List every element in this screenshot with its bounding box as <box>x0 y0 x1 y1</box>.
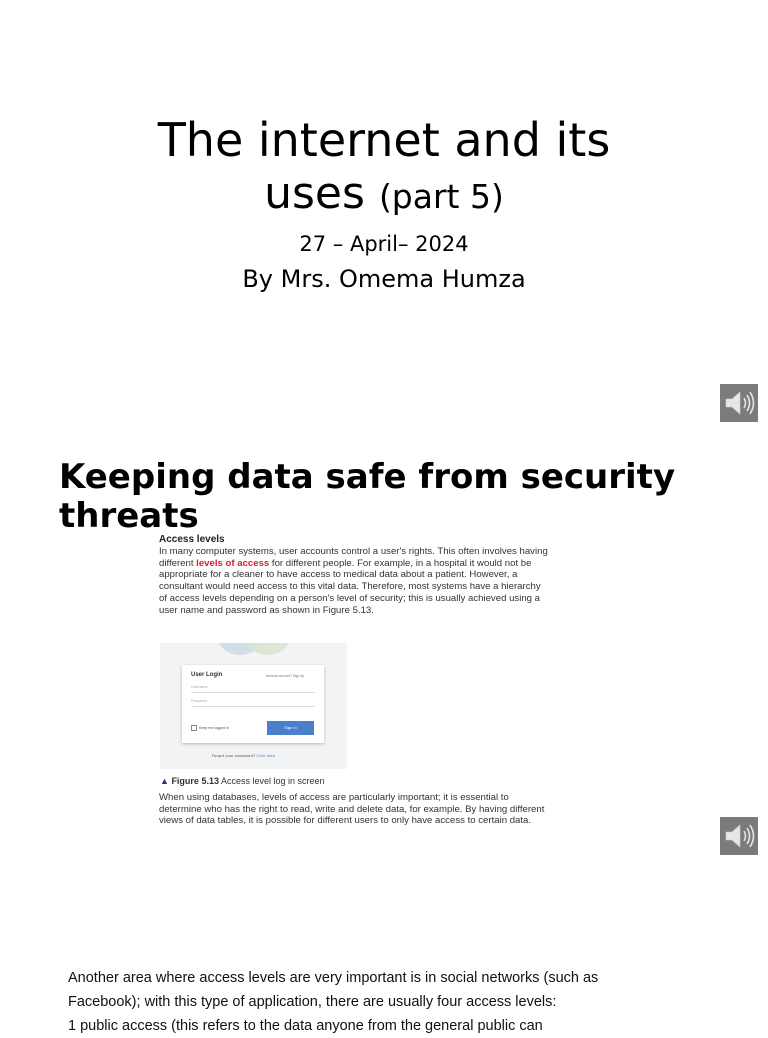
login-card <box>182 665 324 743</box>
paragraph-text: In many computer systems, user accounts control a user's rights. This often involves having different <box>159 546 548 569</box>
username-field: Username <box>191 683 315 693</box>
book-paragraph <box>159 546 551 616</box>
caption-label: Figure 5.13 <box>171 776 219 786</box>
decorative-circle <box>246 643 290 655</box>
slide-heading: Keeping data safe from security threats <box>59 457 676 536</box>
checkbox-icon <box>191 725 197 731</box>
login-title: User Login <box>191 672 223 678</box>
highlighted-term: levels of access <box>196 557 270 569</box>
signup-link: Need an account? Sign Up <box>266 674 305 678</box>
sign-in-button: Sign In <box>267 721 314 735</box>
slide-title <box>0 0 768 440</box>
slide-title-heading-line2 <box>0 166 768 225</box>
text-line: 1 public access (this refers to the data anyone from the general public can <box>68 1018 543 1034</box>
forgot-password <box>212 753 275 758</box>
text-line: Facebook); with this type of application, there are usually four access levels: <box>68 994 557 1010</box>
section-heading: Access levels <box>159 534 225 545</box>
slide-text <box>68 966 708 1038</box>
speaker-icon[interactable] <box>720 817 758 855</box>
presentation-date: 27 – April– 2024 <box>299 232 469 256</box>
figure-caption <box>160 775 325 787</box>
title-uses: uses <box>264 168 365 219</box>
speaker-icon[interactable] <box>720 384 758 422</box>
paragraph-text-cont: for different people. For example, in a hospital it would not be appropriate for a cleaner to have access to medical data about a patient. However, a consultant would need access to this vital data. Therefore, most systems have a hierarchy of access levels depending on a person's level of security; this is usually achieved using a user name and password as shown in Figure 5.13. <box>159 557 541 616</box>
password-field: Password <box>191 697 315 707</box>
keep-logged-in-label: Keep me logged in <box>199 726 229 730</box>
click-here-link: Click here <box>256 753 276 758</box>
login-figure <box>160 643 347 769</box>
book-paragraph-2: When using databases, levels of access are particularly important; it is essential to determine who has the right to read, write and delete data, for example. By having different views of data tables, it is possible for different users to only have access to certain data. <box>159 792 545 827</box>
forgot-password-text: Forgot your password? <box>212 753 256 758</box>
keep-logged-in <box>191 725 229 731</box>
book-excerpt-2 <box>159 792 554 827</box>
slide-title-heading: The internet and its <box>157 113 611 167</box>
presentation-author: By Mrs. Omema Humza <box>242 265 526 293</box>
title-part: (part 5) <box>378 177 504 216</box>
text-line: Another area where access levels are very important is in social networks (such as <box>68 970 599 986</box>
triangle-icon: ▲ <box>160 776 169 786</box>
caption-text: Access level log in screen <box>220 776 325 786</box>
book-excerpt <box>159 533 554 616</box>
